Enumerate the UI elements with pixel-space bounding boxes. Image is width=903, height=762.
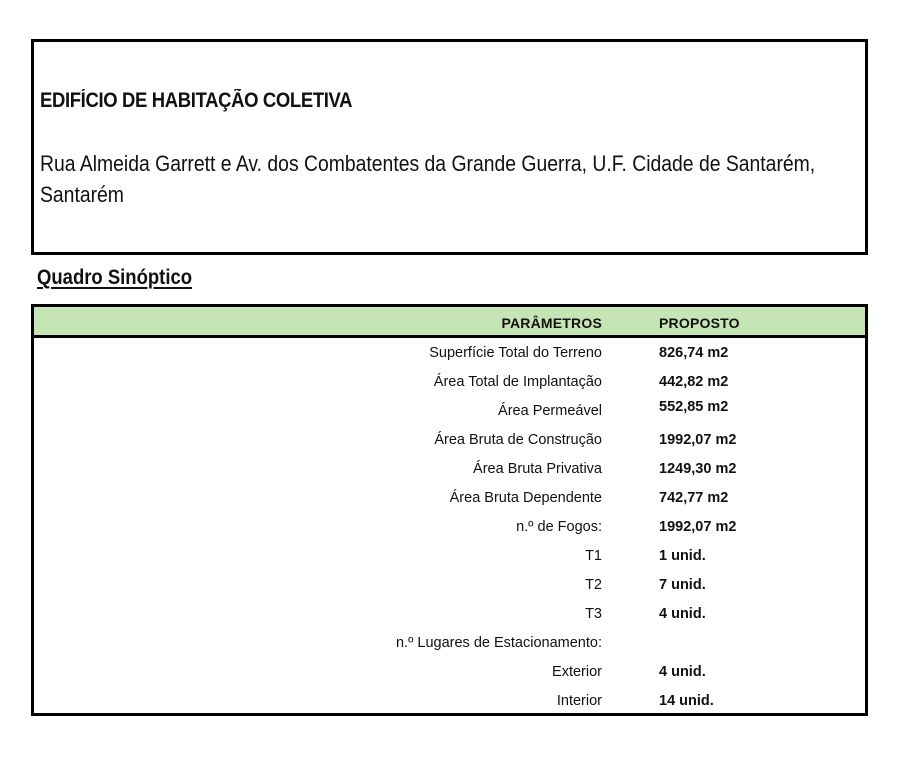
- row-label: Exterior: [552, 664, 602, 680]
- row-value: 1 unid.: [659, 548, 706, 564]
- table-row: [34, 399, 865, 423]
- row-label: n.º de Fogos:: [516, 519, 602, 535]
- column-header-proposed: PROPOSTO: [659, 315, 740, 331]
- table-row: [34, 345, 865, 365]
- synoptic-table: [31, 304, 868, 716]
- section-title: Quadro Sinóptico: [37, 266, 193, 289]
- row-value: 1992,07 m2: [659, 432, 737, 448]
- table-row: [34, 693, 865, 713]
- row-value: 1992,07 m2: [659, 519, 737, 535]
- row-label: Superfície Total do Terreno: [429, 345, 602, 361]
- row-label: n.º Lugares de Estacionamento:: [395, 635, 602, 651]
- row-value: 826,74 m2: [659, 345, 729, 361]
- row-value: 1249,30 m2: [659, 461, 737, 477]
- table-row: [34, 374, 865, 394]
- table-row: [34, 432, 865, 452]
- row-label: T2: [585, 577, 602, 593]
- table-row: [34, 606, 865, 626]
- row-value: 4 unid.: [659, 606, 706, 622]
- row-value: 442,82 m2: [659, 374, 729, 390]
- row-value: 552,85 m2: [659, 399, 729, 415]
- table-row: [34, 519, 865, 539]
- project-address: Rua Almeida Garrett e Av. dos Combatentes da Grande Guerra, U.F. Cidade de Santarém, Santarém: [40, 151, 816, 207]
- row-label: T1: [585, 548, 602, 564]
- row-value: 4 unid.: [659, 664, 706, 680]
- table-row: [34, 548, 865, 568]
- project-header-box: [31, 39, 868, 255]
- table-row: [34, 664, 865, 684]
- row-value: 14 unid.: [659, 693, 714, 709]
- table-row: [34, 461, 865, 481]
- column-header-parameters: PARÂMETROS: [501, 315, 602, 331]
- row-label: Área Permeável: [498, 403, 602, 419]
- table-row: [34, 635, 865, 655]
- row-label: Área Bruta Privativa: [473, 461, 602, 477]
- row-label: T3: [585, 606, 602, 622]
- row-label: Interior: [556, 693, 602, 709]
- row-value: 7 unid.: [659, 577, 706, 593]
- document-title: EDIFÍCIO DE HABITAÇÃO COLETIVA: [40, 89, 353, 112]
- row-label: Área Bruta de Construção: [434, 432, 602, 448]
- table-row: [34, 577, 865, 597]
- row-label: Área Total de Implantação: [433, 374, 602, 390]
- table-row: [34, 490, 865, 510]
- table-header: [34, 307, 865, 338]
- row-value: 742,77 m2: [659, 490, 729, 506]
- row-label: Área Bruta Dependente: [449, 490, 602, 506]
